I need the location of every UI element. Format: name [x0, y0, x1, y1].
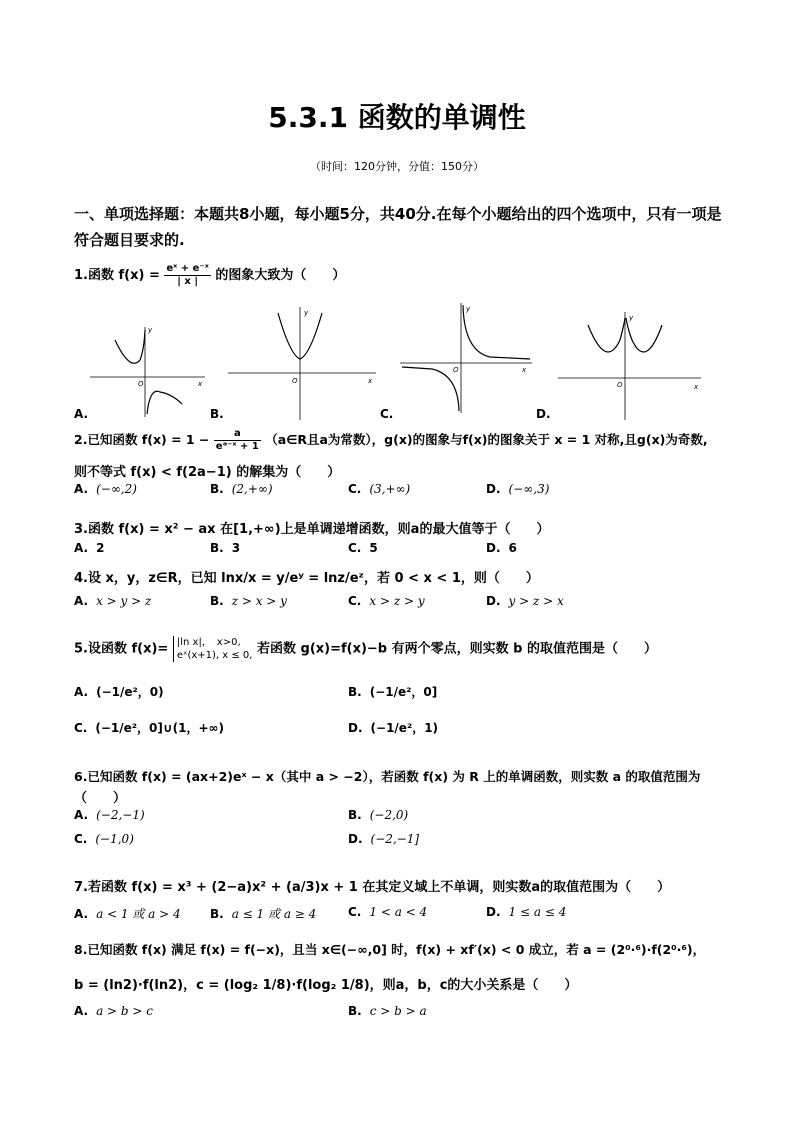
question-5-text-a: 5.设函数 f(x)=: [74, 641, 169, 657]
option-label: C.: [74, 721, 88, 735]
piecewise-brace: [173, 636, 253, 662]
option-label: C.: [74, 832, 88, 846]
q2-option-d[interactable]: [486, 482, 549, 496]
option-label: A.: [74, 1004, 89, 1018]
graph-b-label: B.: [210, 407, 224, 421]
option-value: (−1/e²，0]: [369, 685, 438, 699]
question-2-line-2: 则不等式 f(x) < f(2a−1) 的解集为（ ）: [74, 465, 341, 480]
question-2-line-1: [74, 428, 708, 453]
curve-left: [115, 330, 145, 363]
q4-option-b[interactable]: [210, 594, 287, 608]
q7-option-a[interactable]: [74, 905, 181, 922]
q6-option-b[interactable]: [348, 808, 408, 822]
curve-right: [463, 305, 530, 359]
q7-option-d[interactable]: [486, 905, 566, 919]
graph-a-label: A.: [74, 407, 89, 421]
question-4: 4.设 x，y，z∈R，已知 lnx/x = y/eʸ = lnz/eᶻ，若 0 < x < 1，则（ ）: [74, 571, 539, 586]
page-title: 5.3.1 函数的单调性: [268, 101, 526, 134]
q7-option-b[interactable]: [210, 905, 316, 922]
option-value: 3: [231, 541, 241, 555]
question-3: 3.函数 f(x) = x² − ax 在[1,+∞)上是单调递增函数，则a的最大值等于（ ）: [74, 522, 550, 537]
graph-b: [228, 305, 378, 420]
option-label: A.: [74, 808, 89, 822]
q7-option-c[interactable]: [348, 905, 427, 919]
curve-right: [147, 391, 182, 414]
option-value: a < 1 或 a > 4: [96, 907, 181, 921]
x-label: x: [522, 366, 527, 374]
fraction-numerator: a: [214, 428, 261, 441]
option-label: B.: [210, 541, 224, 555]
question-2-text-a: 2.已知函数 f(x) = 1 −: [74, 432, 214, 447]
q6-option-c[interactable]: [74, 832, 134, 846]
q4-option-c[interactable]: [348, 594, 425, 608]
x-label: x: [694, 383, 699, 391]
option-label: C.: [348, 594, 362, 608]
option-value: (−1/e²，0): [96, 685, 164, 699]
question-8-line-2: b = (ln2)·f(ln2)，c = (log₂ 1/8)·f(log₂ 1/8)，则a，b，c的大小关系是（ ）: [74, 978, 578, 993]
x-label: x: [198, 380, 203, 388]
option-value: (−1,0): [95, 832, 134, 846]
curve-left: [402, 367, 459, 411]
option-value: (3,+∞): [369, 482, 411, 496]
q4-option-a[interactable]: [74, 594, 151, 608]
option-label: B.: [348, 1004, 362, 1018]
q2-option-b[interactable]: [210, 482, 273, 496]
q2-option-c[interactable]: [348, 482, 410, 496]
piecewise-case-1: |ln x|， x>0,: [176, 637, 241, 648]
question-2-fraction: [214, 428, 261, 453]
y-label: y: [629, 314, 634, 322]
y-label: y: [466, 305, 471, 313]
fraction-numerator: eˣ + e⁻ˣ: [166, 263, 209, 274]
option-value: 2: [96, 541, 105, 555]
option-label: A.: [74, 685, 89, 699]
question-1-fraction: [164, 263, 210, 288]
piecewise-case-2: eˣ(x+1), x ≤ 0,: [176, 650, 253, 661]
question-1: [74, 263, 345, 288]
q5-option-a[interactable]: [74, 683, 164, 700]
q6-option-a[interactable]: [74, 808, 145, 822]
exam-meta: （时间：120分钟，分值：150分）: [310, 160, 484, 173]
option-label: B.: [210, 594, 224, 608]
fraction-denominator: eᵃ⁻ˣ + 1: [215, 441, 259, 452]
q5-option-d[interactable]: [348, 719, 438, 736]
curve-left: [588, 318, 625, 352]
q8-option-a[interactable]: [74, 1004, 153, 1018]
curve-right: [626, 318, 662, 352]
question-8-line-1: 8.已知函数 f(x) 满足 f(x) = f(−x)，且当 x∈(−∞,0] 时，f(x) + xf′(x) < 0 成立，若 a = (2⁰·⁶)·f(2⁰·⁶)，: [74, 942, 706, 957]
option-value: (−2,−1): [96, 808, 145, 822]
option-label: A.: [74, 907, 89, 921]
question-5-text-b: 若函数 g(x)=f(x)−b 有两个零点，则实数 b 的取值范围是（ ）: [257, 641, 657, 657]
option-label: A.: [74, 482, 89, 496]
option-label: D.: [348, 832, 363, 846]
option-label: B.: [210, 907, 224, 921]
option-value: a > b > c: [96, 1004, 154, 1018]
graph-c: [400, 303, 535, 413]
q5-option-c[interactable]: [74, 719, 224, 736]
q4-option-d[interactable]: [486, 594, 564, 608]
option-value: 1 < a < 4: [369, 905, 428, 919]
option-value: x > y > z: [96, 594, 152, 608]
option-value: 1 ≤ a ≤ 4: [508, 905, 567, 919]
q5-option-b[interactable]: [348, 683, 437, 700]
option-label: A.: [74, 541, 89, 555]
option-value: z > x > y: [231, 594, 287, 608]
question-1-text-a: 1.函数 f(x) =: [74, 268, 165, 283]
origin-label: O: [292, 377, 298, 385]
fraction-denominator: | x |: [177, 276, 198, 287]
option-label: D.: [486, 541, 501, 555]
q6-option-d[interactable]: [348, 832, 419, 846]
origin-label: O: [138, 380, 144, 388]
question-6-line-1: 6.已知函数 f(x) = (ax+2)eˣ − x（其中 a > −2），若函数 f(x) 为 R 上的单调函数，则实数 a 的取值范围为: [74, 769, 701, 784]
option-label: C.: [348, 541, 362, 555]
option-value: (−∞,2): [96, 482, 137, 496]
y-label: y: [148, 326, 153, 334]
x-label: x: [368, 377, 373, 385]
option-label: C.: [348, 482, 362, 496]
option-value: 5: [369, 541, 378, 555]
question-7: 7.若函数 f(x) = x³ + (2−a)x² + (a/3)x + 1 在其定义域上不单调，则实数a的取值范围为（ ）: [74, 880, 671, 895]
option-label: D.: [486, 594, 501, 608]
option-label: D.: [486, 482, 501, 496]
question-5: [74, 636, 657, 662]
option-value: (2,+∞): [231, 482, 273, 496]
graph-a: [90, 322, 210, 417]
option-value: (−2,0): [369, 808, 409, 822]
option-value: a ≤ 1 或 a ≥ 4: [231, 907, 317, 921]
question-6-line-2: （ ）: [74, 791, 127, 806]
y-label: y: [304, 309, 309, 317]
question-1-text-b: 的图象大致为（ ）: [215, 268, 346, 283]
option-label: B.: [210, 482, 224, 496]
q3-option-c[interactable]: [348, 541, 378, 555]
option-value: (−2,−1]: [370, 832, 420, 846]
option-label: A.: [74, 594, 89, 608]
graph-d-label: D.: [536, 407, 551, 421]
q3-option-d[interactable]: [486, 541, 517, 555]
section-heading: 一、单项选择题：本题共8小题，每小题5分，共40分.在每个小题给出的四个选项中，只有一项是符合题目要求的.: [74, 205, 722, 249]
option-value: (−1/e²，0]∪(1，+∞): [95, 721, 224, 735]
question-2-text-b: （a∈R且a为常数），g(x)的图象与f(x)的图象关于 x = 1 对称,且g(x)为奇数,: [265, 432, 708, 447]
option-value: 6: [508, 541, 517, 555]
q3-option-b[interactable]: [210, 541, 240, 555]
q2-option-a[interactable]: [74, 482, 137, 496]
origin-label: O: [617, 381, 623, 389]
q8-option-b[interactable]: [348, 1004, 427, 1018]
q3-option-a[interactable]: [74, 541, 104, 555]
option-value: y > z > x: [508, 594, 564, 608]
option-label: C.: [348, 905, 362, 919]
option-label: D.: [348, 721, 363, 735]
option-value: x > z > y: [369, 594, 425, 608]
option-value: (−∞,3): [508, 482, 550, 496]
option-label: B.: [348, 808, 362, 822]
option-label: B.: [348, 685, 362, 699]
graph-d: [558, 310, 703, 420]
origin-label: O: [453, 366, 459, 374]
option-value: (−1/e²，1): [370, 721, 439, 735]
graph-c-label: C.: [380, 407, 394, 421]
option-label: D.: [486, 905, 501, 919]
option-value: c > b > a: [369, 1004, 427, 1018]
